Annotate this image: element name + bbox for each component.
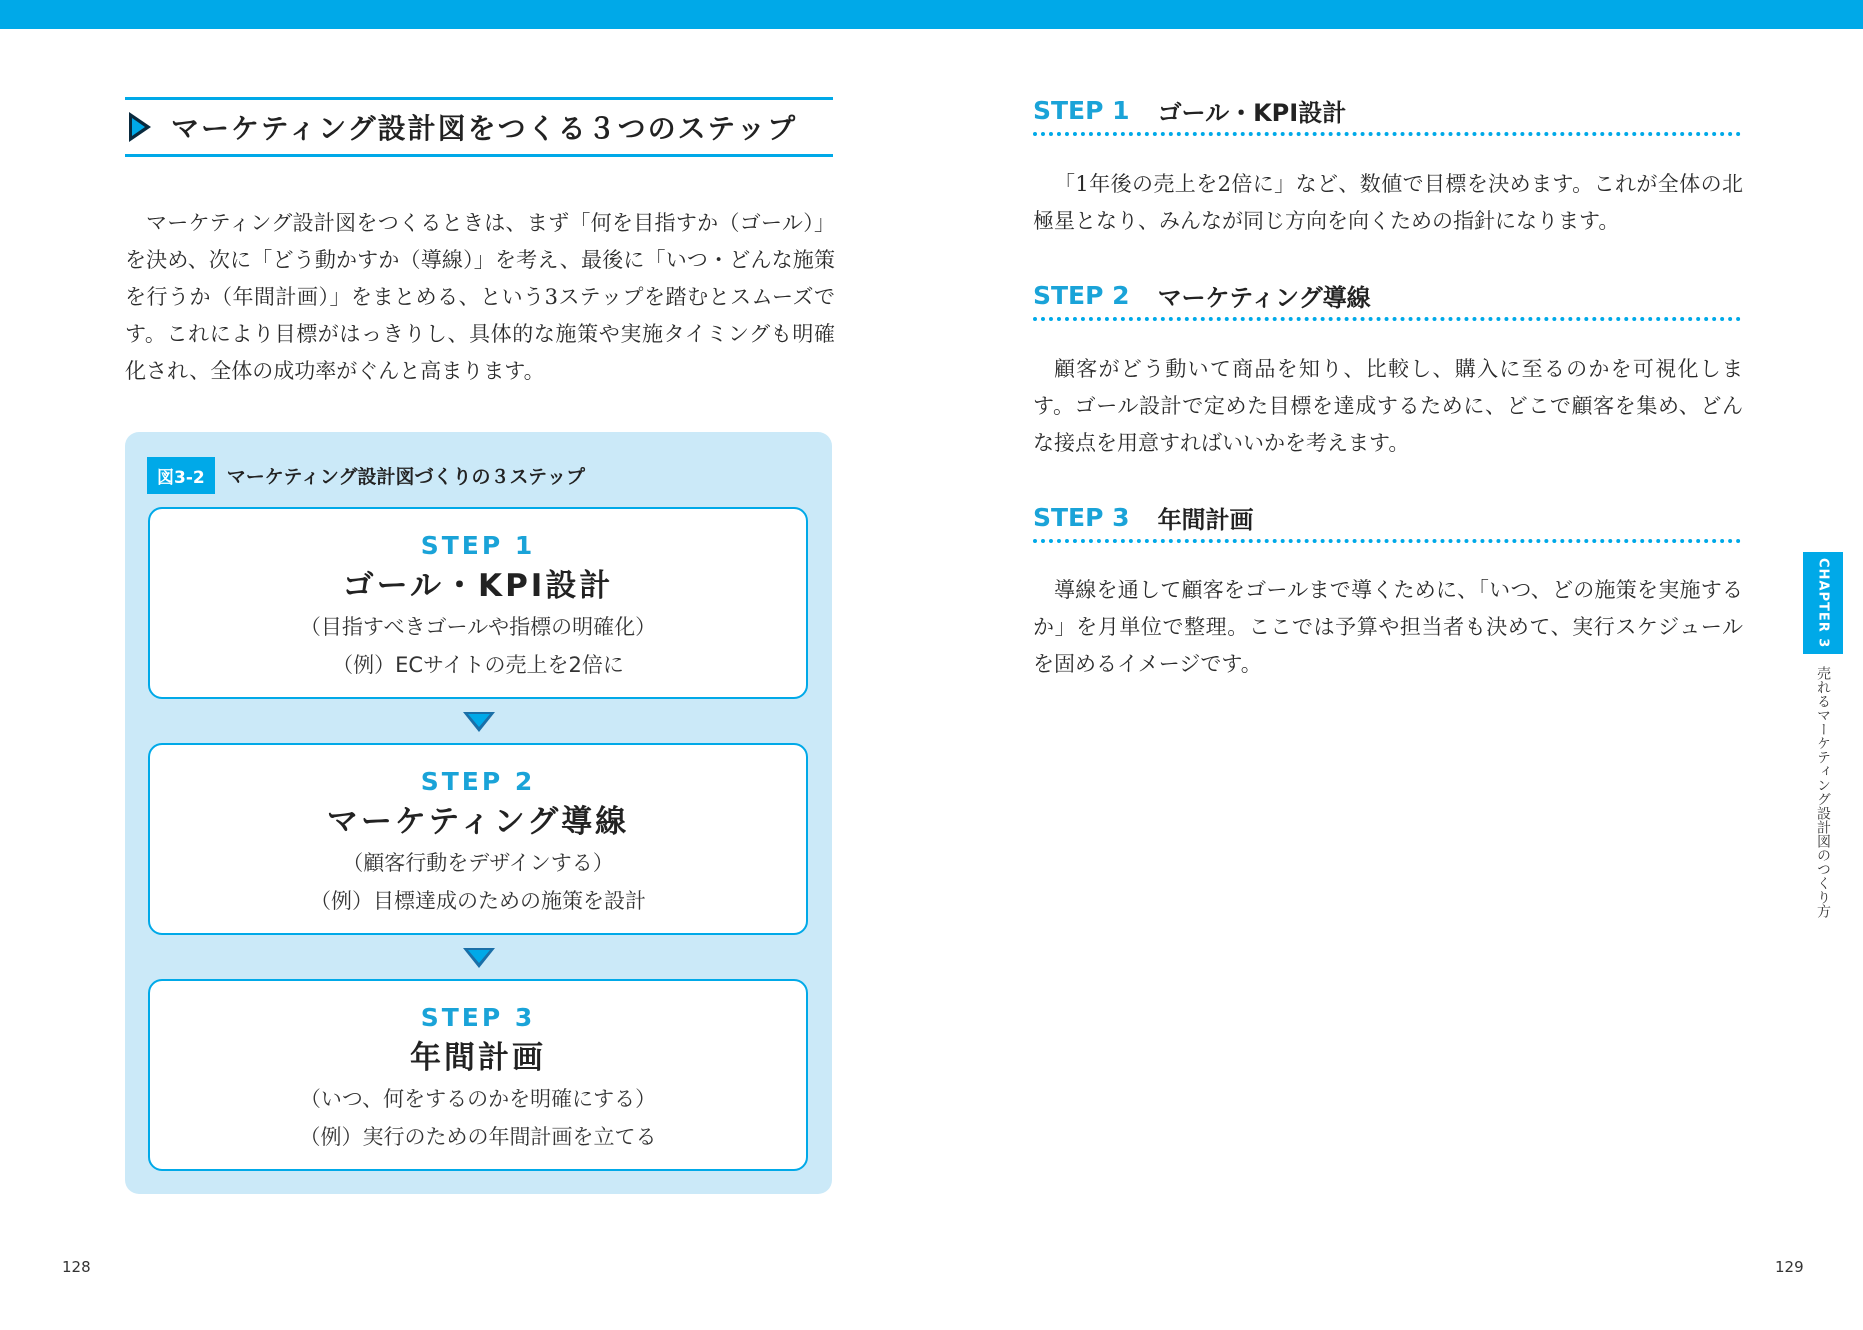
down-arrow-icon	[463, 948, 495, 968]
figure-title: マーケティング設計図づくりの３ステップ	[226, 466, 586, 488]
step-box-1	[148, 507, 808, 699]
step-description: （目指すべきゴールや指標の明確化）	[299, 615, 657, 639]
figure-tag: 図3-2	[147, 457, 215, 494]
step-example: （例）目標達成のための施策を設計	[310, 889, 646, 913]
down-arrow-icon	[463, 712, 495, 732]
section-heading-text: マーケティング設計図をつくる３つのステップ	[171, 112, 798, 145]
step-name: 年間計画	[1157, 505, 1254, 534]
step-name: マーケティング導線	[1157, 283, 1371, 312]
step-box-3	[148, 979, 808, 1171]
step-box-2	[148, 743, 808, 935]
step-3-text: 導線を通して顧客をゴールまで導くために、「いつ、どの施策を実施するか」を月単位で整理。ここでは予算や担当者も決めて、実行スケジュールを固めるイメージです。	[1033, 578, 1743, 676]
step-heading-2	[1033, 273, 1741, 321]
step-1-text: 「1年後の売上を2倍に」など、数値で目標を決めます。これが全体の北極星となり、みんなが同じ方向を向くための指針になります。	[1033, 172, 1743, 233]
figure-caption	[147, 457, 585, 494]
step-example: （例）実行のための年間計画を立てる	[299, 1125, 657, 1149]
step-number: STEP 1	[1033, 95, 1130, 125]
page-number-right: 129	[1775, 1258, 1804, 1276]
section-heading	[125, 97, 833, 157]
step-label: STEP 1	[420, 531, 536, 560]
step-title: 年間計画	[410, 1040, 546, 1076]
step-label: STEP 3	[420, 1003, 536, 1032]
chapter-tab: CHAPTER 3	[1803, 552, 1843, 654]
figure-3-2	[125, 432, 832, 1194]
step-description: （いつ、何をするのかを明確にする）	[299, 1087, 657, 1111]
step-description: （顧客行動をデザインする）	[342, 851, 614, 875]
step-number: STEP 3	[1033, 502, 1130, 532]
step-heading-3	[1033, 495, 1741, 543]
intro-paragraph: マーケティング設計図をつくるときは、まず「何を目指すか（ゴール）」を決め、次に「どう動かすか（導線）」を考え、最後に「いつ・どんな施策を行うか（年間計画）」をまとめる、という3ステップを踏むとスムーズです。これにより目標がはっきりし、具体的な施策や実施タイミングも明確化され、全体の成功率がぐんと高まります。	[125, 211, 835, 383]
step-heading-1	[1033, 88, 1741, 136]
step-number: STEP 2	[1033, 280, 1130, 310]
step-2-text: 顧客がどう動いて商品を知り、比較し、購入に至るのかを可視化します。ゴール設計で定めた目標を達成するために、どこで顧客を集め、どんな接点を用意すればいいかを考えます。	[1033, 357, 1743, 455]
step-title: マーケティング導線	[326, 804, 630, 840]
step-title: ゴール・KPI設計	[342, 568, 614, 604]
page-number-left: 128	[62, 1258, 91, 1276]
step-example: （例）ECサイトの売上を2倍に	[332, 653, 624, 677]
top-color-bar	[0, 0, 1863, 29]
step-name: ゴール・KPI設計	[1157, 98, 1347, 127]
play-triangle-icon	[129, 112, 151, 142]
chapter-subtitle: 売れるマーケティング設計図のつくり方	[1815, 666, 1831, 918]
step-label: STEP 2	[420, 767, 536, 796]
